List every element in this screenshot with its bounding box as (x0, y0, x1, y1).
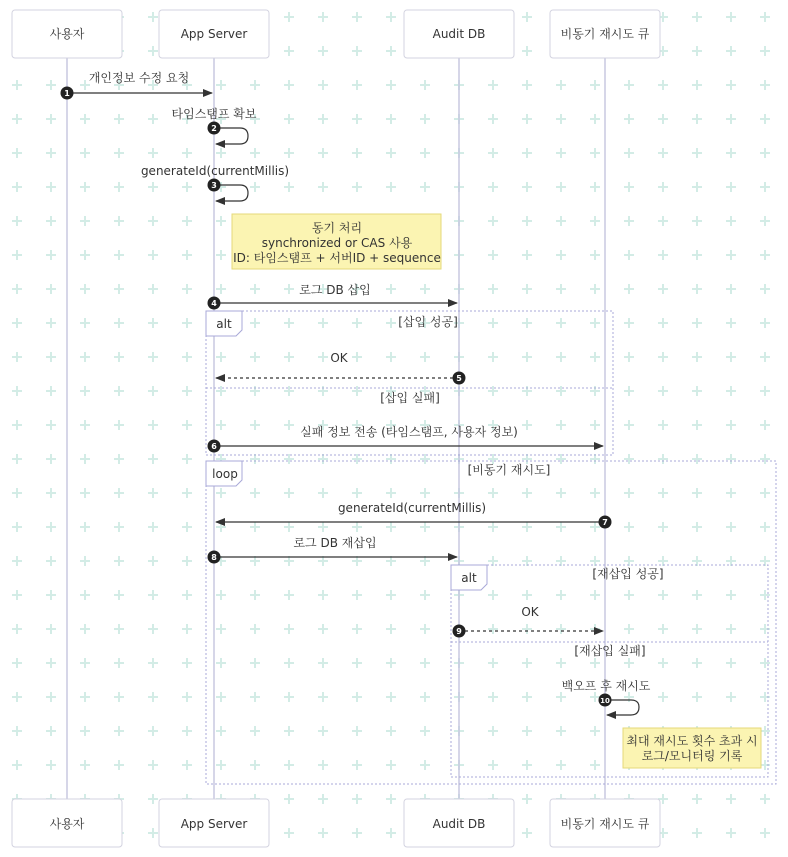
message-label: OK (330, 351, 348, 365)
participant-label: 비동기 재시도 큐 (560, 817, 650, 831)
participant-user (12, 10, 122, 58)
note-limit (623, 728, 761, 768)
message-label: 로그 DB 삽입 (299, 283, 371, 297)
message-label: 타임스탬프 확보 (171, 107, 257, 121)
message-label: 실패 정보 전송 (타임스탬프, 사용자 정보) (300, 425, 518, 439)
participant-label: App Server (180, 27, 248, 41)
fragment-guard: [삽입 실패] (380, 391, 440, 405)
message-label: generateId(currentMillis) (337, 501, 487, 515)
message-label: 개인정보 수정 요청 (88, 71, 190, 85)
participant-label: Audit DB (432, 27, 486, 41)
participant-app (159, 799, 269, 847)
message-label: 로그 DB 재삽입 (293, 536, 377, 550)
note-line: 최대 재시도 횟수 초과 시 (626, 734, 758, 748)
participant-queue (550, 10, 660, 58)
note-line: synchronized or CAS 사용 (261, 236, 413, 250)
participant-label: Audit DB (432, 817, 486, 831)
message-label: OK (521, 605, 539, 619)
participant-label: 사용자 (49, 27, 85, 41)
sequence-number: 3 (211, 181, 217, 190)
sequence-number: 10 (600, 697, 610, 705)
participant-user (12, 799, 122, 847)
note-line: ID: 타임스탬프 + 서버ID + sequence (233, 251, 441, 265)
fragment-keyword: loop (212, 467, 238, 481)
sequence-number: 9 (456, 627, 462, 636)
sequence-number: 4 (211, 299, 217, 308)
fragment-guard: [비동기 재시도] (467, 463, 551, 477)
sequence-number: 7 (602, 518, 608, 527)
participant-db (404, 10, 514, 58)
participant-app (159, 10, 269, 58)
participant-label: 비동기 재시도 큐 (560, 27, 650, 41)
fragment-keyword: alt (461, 571, 477, 585)
message-label: generateId(currentMillis) (140, 164, 290, 178)
fragment-guard: [재삽입 성공] (592, 567, 664, 581)
note-line: 로그/모니터링 기록 (641, 749, 743, 763)
note-sync (232, 214, 441, 269)
participant-label: App Server (180, 817, 248, 831)
participant-label: 사용자 (49, 817, 85, 831)
fragment-keyword: alt (216, 317, 232, 331)
sequence-number: 6 (211, 442, 217, 451)
fragment-guard: [재삽입 실패] (574, 644, 646, 658)
sequence-number: 1 (64, 89, 70, 98)
message-label: 백오프 후 재시도 (561, 679, 651, 693)
sequence-number: 5 (456, 374, 462, 383)
sequence-number: 2 (211, 124, 217, 133)
note-line: 동기 처리 (311, 221, 363, 235)
fragment-guard: [삽입 성공] (398, 315, 458, 329)
participant-db (404, 799, 514, 847)
participant-queue (550, 799, 660, 847)
sequence-number: 8 (211, 553, 217, 562)
